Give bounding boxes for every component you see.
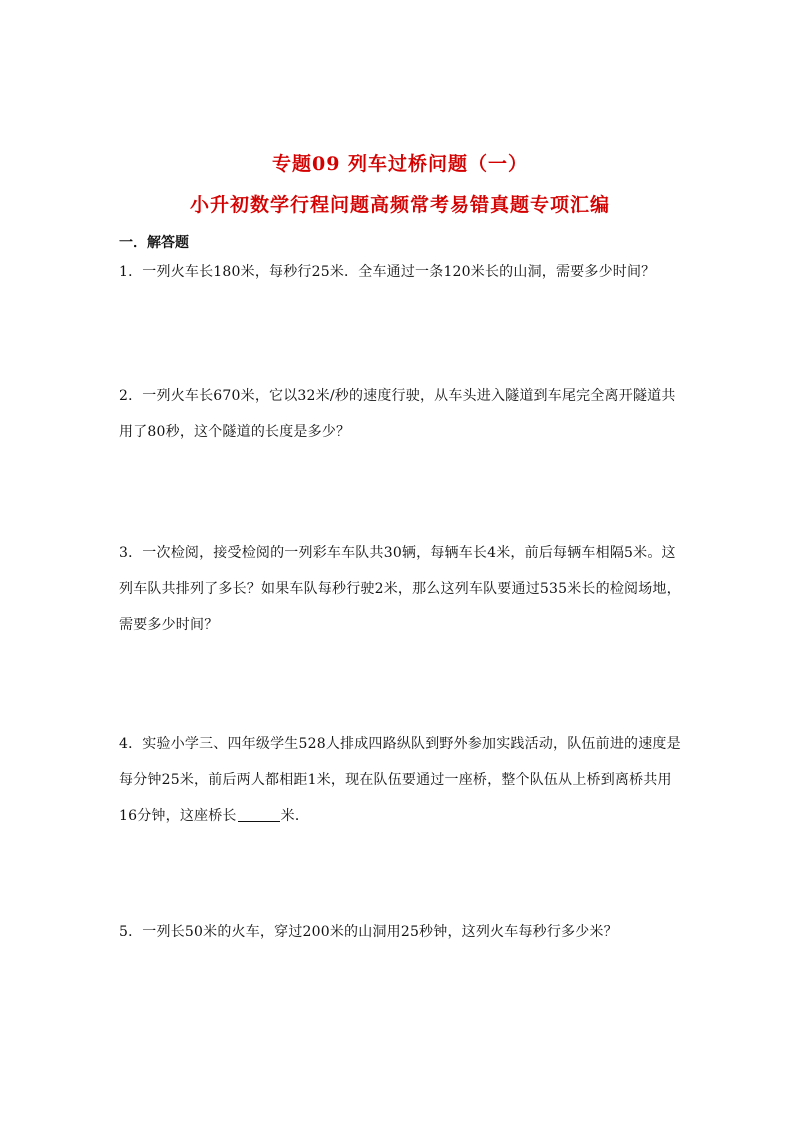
document-subtitle: 小升初数学行程问题高频常考易错真题专项汇编 — [189, 194, 610, 216]
question-4-text-end: 米． — [280, 808, 310, 824]
question-2: 2．一列火车长670米，它以32米/秒的速度行驶，从车头进入隧道到车尾完全离开隧道共用了80秒，这个隧道的长度是多少？ — [119, 388, 676, 440]
question-4 — [119, 726, 689, 834]
answer-blank — [238, 807, 280, 822]
question-4-text: 4．实验小学三、四年级学生528人排成四路纵队到野外参加实践活动，队伍前进的速度是每分钟25米，前后两人都相距1米，现在队伍要通过一座桥，整个队伍从上桥到离桥共用16分钟，这座桥长 — [119, 736, 681, 824]
question-3: 3．一次检阅，接受检阅的一列彩车车队共30辆，每辆车长4米，前后每辆车相隔5米。这列车队共排列了多长？如果车队每秒行驶2米，那么这列车队要通过535米长的检阅场地，需要多少时间？ — [119, 545, 681, 633]
question-1: 1．一列火车长180米，每秒行25米．全车通过一条120米长的山洞，需要多少时间？ — [119, 264, 656, 280]
question-5: 5．一列长50米的火车，穿过200米的山洞用25秒钟，这列火车每秒行多少米？ — [119, 924, 618, 940]
document-title: 专题09 列车过桥问题（一） — [271, 153, 529, 175]
section-heading: 一．解答题 — [119, 235, 189, 251]
